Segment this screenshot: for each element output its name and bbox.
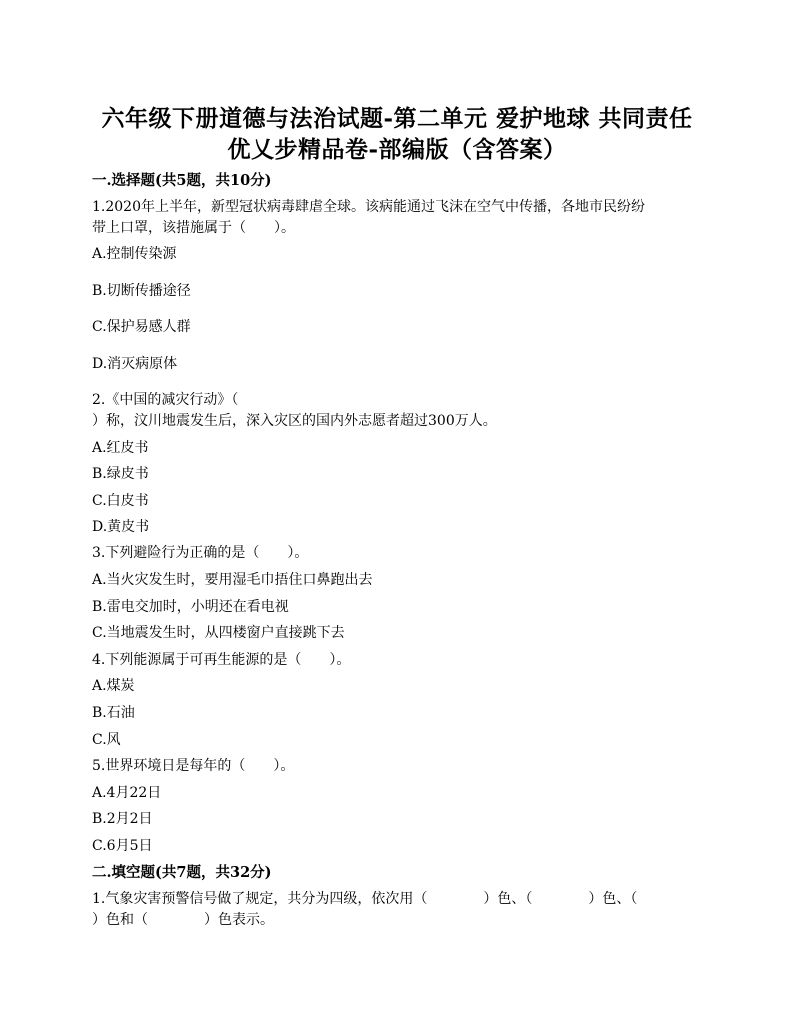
question-5-option-c: C.6月5日 [92, 838, 153, 854]
question-1-option-c: C.保护易感人群 [92, 319, 191, 335]
question-2-line-1: 2.《中国的减灾行动》（ [92, 392, 239, 408]
question-3-line-1: 3.下列避险行为正确的是（ ）。 [92, 545, 309, 561]
question-1-line-2: 带上口罩，该措施属于（ ）。 [92, 220, 295, 236]
question-1-option-a: A.控制传染源 [92, 246, 177, 262]
document-title-line-2: 优乂步精品卷-部编版（含答案） [227, 136, 567, 163]
question-4-option-c: C.风 [92, 732, 121, 748]
question-2-option-d: D.黄皮书 [92, 519, 150, 535]
question-2-line-2: ）称，汶川地震发生后，深入灾区的国内外志愿者超过300万人。 [92, 413, 497, 429]
section-heading-fill-in: 二.填空题(共7题，共32分) [92, 864, 272, 881]
question-5-option-a: A.4月22日 [92, 785, 162, 801]
question-2-option-c: C.白皮书 [92, 493, 149, 509]
question-4-line-1: 4.下列能源属于可再生能源的是（ ）。 [92, 652, 351, 668]
fill-question-1-line-2: ）色和（ ）色表示。 [92, 912, 274, 928]
question-4-option-b: B.石油 [92, 705, 135, 721]
question-1-line-1: 1.2020年上半年，新型冠状病毒肆虐全球。该病能通过飞沫在空气中传播，各地市民纷纷 [92, 199, 645, 215]
question-3-option-c: C.当地震发生时，从四楼窗户直接跳下去 [92, 625, 345, 641]
question-2-option-a: A.红皮书 [92, 440, 149, 456]
section-heading-choice: 一.选择题(共5题，共10分) [92, 172, 272, 189]
question-1-option-d: D.消灭病原体 [92, 356, 178, 372]
question-1-option-b: B.切断传播途径 [92, 283, 191, 299]
question-3-option-b: B.雷电交加时，小明还在看电视 [92, 599, 289, 615]
question-2-option-b: B.绿皮书 [92, 466, 149, 482]
question-5-line-1: 5.世界环境日是每年的（ ）。 [92, 758, 295, 774]
question-5-option-b: B.2月2日 [92, 811, 153, 827]
question-3-option-a: A.当火灾发生时，要用湿毛巾捂住口鼻跑出去 [92, 572, 373, 588]
fill-question-1-line-1: 1.气象灾害预警信号做了规定，共分为四级，依次用（ ）色、（ ）色、（ [92, 891, 638, 907]
document-title-line-1: 六年级下册道德与法治试题-第二单元 爱护地球 共同责任 [101, 105, 693, 132]
question-4-option-a: A.煤炭 [92, 678, 135, 694]
